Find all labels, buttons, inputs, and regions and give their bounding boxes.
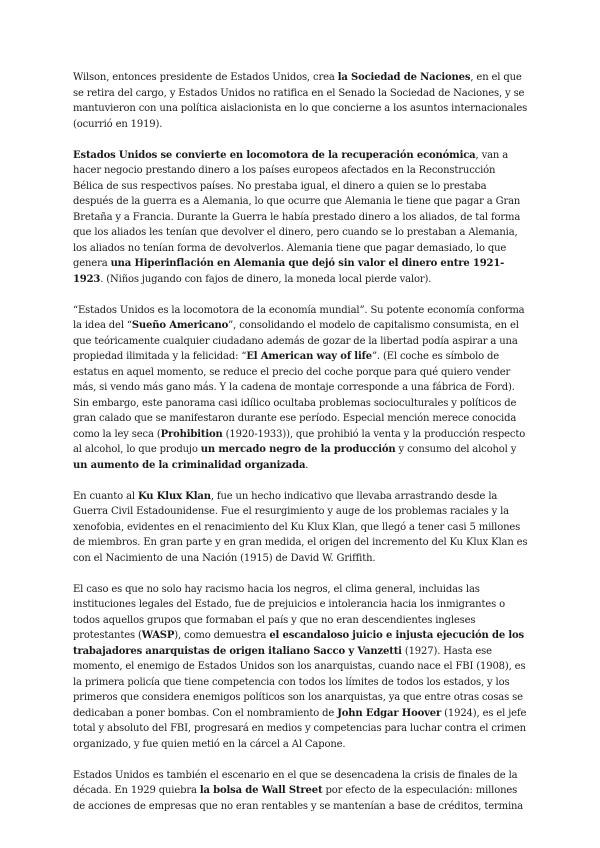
paragraph-sueno-americano (73, 303, 528, 474)
body-text: (1924), es el jefe total y absoluto del FBI, progresará en medios y competencias para luchar contra el crimen organizado, y fue quien metió en la cárcel a Al Capone. (73, 707, 527, 750)
paragraph-sociedad-de-naciones (73, 70, 528, 132)
bold-text: El American way of life (246, 351, 372, 362)
bold-text: Prohibition (160, 428, 223, 440)
body-text: , van a hacer negocio prestando dinero a los países europeos afectados en la Reconstrucción Bélica de sus respectivos países. No prestaba igual, el dinero a quien se lo prestaba después de la guerra es a Alemania, lo que ocurre que Alemania le tiene que pagar a Gran Bretaña y a Francia. Durante la Guerra le había prestado dinero a los aliados, de tal forma que los aliados les tenían que devolver el dinero, pero cuando se lo prestaban a Alemania, los aliados no tenían forma de devolverlos. Alemania tiene que pagar demasiado, lo que genera (73, 149, 521, 269)
bold-text: la bolsa de Wall Street (199, 785, 323, 796)
bold-text: John Edgar Hoover (337, 707, 442, 719)
body-text: . (Niños jugando con fajos de dinero, la moneda local pierde valor). (100, 273, 432, 285)
body-text: “Estados Unidos es la locomotora de la economía mundial”. Su potente economía conforma la idea del “ (73, 304, 525, 331)
bold-text: una Hiperinflación en Alemania que dejó sin valor el dinero entre 1921-1923 (73, 258, 505, 285)
bold-text: un aumento de la criminalidad organizada (73, 459, 306, 471)
bold-text: la Sociedad de Naciones (337, 72, 471, 83)
body-text: por efecto de la especulación: millones de acciones de empresas que no eran rentables y se mantenían a base de créditos, termina (73, 785, 524, 812)
paragraph-locomotora-recuperacion (73, 148, 528, 288)
paragraph-crisis-1929 (73, 768, 528, 815)
document-body (73, 70, 528, 830)
body-text: Wilson, entonces presidente de Estados Unidos, crea (73, 72, 338, 83)
bold-text: el escandaloso juicio e injusta ejecución de los trabajadores anarquistas de origen italiano Sacco y Vanzetti (73, 630, 525, 657)
body-text: ”. (El coche es símbolo de estatus en aquel momento, se reduce el precio del coche porque para qué quiero vender más, si vendo más gano más. Y la cadena de montaje corresponde a una fábrica de Ford). Sin embargo, este panorama casi idílico ocultaba problemas socioculturales y políticos de gran calado que se manifestaron durante ese período. Especial mención merece conocida como la ley seca ( (73, 351, 517, 440)
body-text: El caso es que no solo hay racismo hacia los negros, el clima general, incluidas las instituciones legales del Estado, fue de prejuicios e intolerancia hacia los inmigrantes o todos aquellos grupos que formaban el país y que no eran descendientes ingleses protestantes ( (73, 583, 505, 641)
paragraph-racismo-fbi (73, 582, 528, 753)
body-text: ), como demuestra (174, 630, 270, 641)
bold-text: Estados Unidos se convierte en locomotora de la recuperación económica (73, 149, 476, 161)
bold-text: WASP (141, 630, 175, 641)
body-text: (1927). Hasta ese momento, el enemigo de Estados Unidos son los anarquistas, cuando nace el FBI (1908), es la primera policía que tiene competencia con todos los límites de todos los estados, y los primeros que considera enemigos políticos son los anarquistas, ya que entre otras cosas se dedicaban a poner bombas. Con el nombramiento de (73, 645, 526, 719)
bold-text: Sueño Americano (131, 320, 229, 331)
body-text: Estados Unidos es también el escenario en el que se desencadena la crisis de finales de la década. En 1929 quiebra (73, 769, 518, 796)
body-text: , fue un hecho indicativo que llevaba arrastrando desde la Guerra Civil Estadounidense. Fue el resurgimiento y auge de los problemas raciales y la xenofobia, evidentes en el renacimiento del Ku Klux Klan, que llegó a tener casi 5 millones de miembros. En gran parte y en gran medida, el origen del incremento del Ku Klux Klan es con el Nacimiento de una Nación (1915) de David W. Griffith. (73, 490, 528, 564)
paragraph-ku-klux-klan (73, 489, 528, 567)
body-text: . (305, 459, 309, 471)
body-text: , en el que se retira del cargo, y Estados Unidos no ratifica en el Senado la Sociedad de Naciones, y se mantuvieron con una política aislacionista en lo que concierne a los asuntos internacionales (ocurrió en 1919). (73, 72, 528, 130)
body-text: ”, consolidando el modelo de capitalismo consumista, en el que teóricamente cualquier ciudadano además de gozar de la libertad podía aspirar a una propiedad ilimitada y la felicidad: “ (73, 320, 519, 362)
bold-text: Ku Klux Klan (137, 490, 211, 502)
bold-text: un mercado negro de la producción (200, 444, 396, 455)
body-text: y consumo del alcohol y (395, 444, 517, 455)
body-text: En cuanto al (73, 490, 138, 502)
body-text: (1920-1933)), que prohibió la venta y la producción respecto al alcohol, lo que produjo (73, 428, 526, 455)
